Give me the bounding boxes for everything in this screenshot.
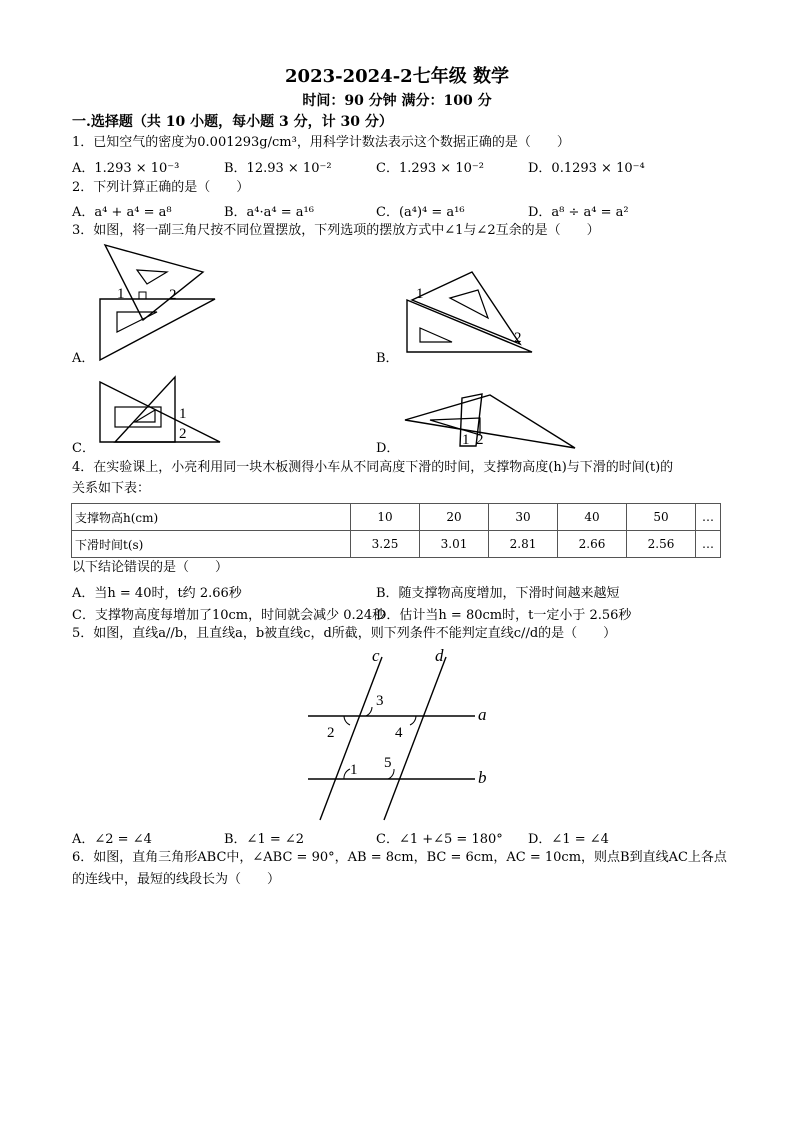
exam-meta: 时间：90 分钟 满分：100 分 xyxy=(302,93,492,109)
q5-parallel-lines-figure xyxy=(300,645,520,825)
q3b-angle-2: 2 xyxy=(514,330,522,346)
q3-figure-d xyxy=(400,390,580,450)
q1-option-d[interactable]: D．0.1293 × 10⁻⁴ xyxy=(528,161,645,176)
table-cell: 2.56 xyxy=(627,531,696,558)
q5-label-b: b xyxy=(478,768,487,787)
q3-figure-c xyxy=(95,372,225,447)
q3-option-c[interactable]: C． xyxy=(72,441,95,456)
q4-option-c[interactable]: C．支撑物高度每增加了10cm，时间就会减少 0.24秒 xyxy=(72,608,386,623)
q1-option-a[interactable]: A．1.293 × 10⁻³ xyxy=(72,161,180,176)
q2-option-b[interactable]: B．a⁴·a⁴ = a¹⁶ xyxy=(224,205,314,220)
question-1-stem: 1．已知空气的密度为0.001293g/cm³，用科学计数法表示这个数据正确的是（ ） xyxy=(72,135,570,150)
table-cell: 30 xyxy=(489,504,558,531)
question-6-stem-line2: 的连线中，最短的线段长为（ ） xyxy=(72,872,281,887)
table-cell: 50 xyxy=(627,504,696,531)
table-cell: 2.66 xyxy=(558,531,627,558)
table-cell: … xyxy=(696,504,721,531)
table-cell: 3.01 xyxy=(420,531,489,558)
q5-label-a: a xyxy=(478,705,487,724)
q5-label-c: c xyxy=(372,646,380,665)
q1-option-c[interactable]: C．1.293 × 10⁻² xyxy=(376,161,484,176)
question-4-prompt: 以下结论错误的是（ ） xyxy=(72,560,229,575)
question-4-stem-line2: 关系如下表： xyxy=(72,481,151,496)
q5-label-d: d xyxy=(435,646,444,665)
table-cell: … xyxy=(696,531,721,558)
q4-option-b[interactable]: B．随支撑物高度增加，下滑时间越来越短 xyxy=(376,586,620,601)
q3-figure-a xyxy=(95,242,225,362)
question-3-stem: 3．如图，将一副三角尺按不同位置摆放，下列选项的摆放方式中∠1与∠2互余的是（ ） xyxy=(72,223,600,238)
table-row-header: 支撑物高h(cm) xyxy=(72,504,351,531)
q3-option-b[interactable]: B． xyxy=(376,351,399,366)
q3-option-d[interactable]: D． xyxy=(376,441,400,456)
table-cell: 3.25 xyxy=(351,531,420,558)
table-cell: 20 xyxy=(420,504,489,531)
q5-option-d[interactable]: D．∠1 = ∠4 xyxy=(528,832,609,847)
q4-option-a[interactable]: A．当h = 40时，t约 2.66秒 xyxy=(72,586,242,601)
q5-angle-2: 2 xyxy=(327,725,335,741)
q5-angle-4: 4 xyxy=(395,725,403,741)
q5-angle-3: 3 xyxy=(376,693,384,709)
q3d-angle-2: 2 xyxy=(476,432,484,448)
q3c-angle-1: 1 xyxy=(179,406,187,422)
table-cell: 40 xyxy=(558,504,627,531)
q1-option-b[interactable]: B．12.93 × 10⁻² xyxy=(224,161,332,176)
question-5-stem: 5．如图，直线a//b，且直线a，b被直线c，d所截，则下列条件不能判定直线c//d的是（ ） xyxy=(72,626,617,641)
question-6-stem-line1: 6．如图，直角三角形ABC中，∠ABC = 90°，AB = 8cm，BC = 6cm，AC = 10cm，则点B到直线AC上各点 xyxy=(72,850,727,865)
q5-angle-5: 5 xyxy=(384,755,392,771)
q3d-angle-1: 1 xyxy=(462,432,470,448)
q5-option-b[interactable]: B．∠1 = ∠2 xyxy=(224,832,305,847)
table-row xyxy=(72,504,721,531)
q3c-angle-2: 2 xyxy=(179,426,187,442)
q2-option-a[interactable]: A．a⁴ + a⁴ = a⁸ xyxy=(72,205,172,220)
q4-option-d[interactable]: D．估计当h = 80cm时，t一定小于 2.56秒 xyxy=(376,608,632,623)
section-heading: 一.选择题（共 10 小题，每小题 3 分，计 30 分） xyxy=(72,114,393,130)
q3b-angle-1: 1 xyxy=(416,286,424,302)
page-title: 2023-2024-2七年级 数学 xyxy=(285,66,509,87)
data-table xyxy=(71,503,721,558)
q2-option-d[interactable]: D．a⁸ ÷ a⁴ = a² xyxy=(528,205,629,220)
table-row-header: 下滑时间t(s) xyxy=(72,531,351,558)
q3-figure-b xyxy=(402,270,542,360)
q3a-angle-2: 2 xyxy=(169,287,177,303)
q5-option-a[interactable]: A．∠2 = ∠4 xyxy=(72,832,152,847)
table-cell: 10 xyxy=(351,504,420,531)
table-row xyxy=(72,531,721,558)
q2-option-c[interactable]: C．(a⁴)⁴ = a¹⁶ xyxy=(376,205,465,220)
q5-option-c[interactable]: C．∠1 +∠5 = 180° xyxy=(376,832,503,847)
question-2-stem: 2．下列计算正确的是（ ） xyxy=(72,180,250,195)
q3a-angle-1: 1 xyxy=(117,286,125,302)
q5-angle-1: 1 xyxy=(350,762,358,778)
q3-option-a[interactable]: A． xyxy=(72,351,95,366)
question-4-stem-line1: 4．在实验课上，小亮利用同一块木板测得小车从不同高度下滑的时间，支撑物高度(h)与下滑的时间(t)的 xyxy=(72,460,674,475)
table-cell: 2.81 xyxy=(489,531,558,558)
